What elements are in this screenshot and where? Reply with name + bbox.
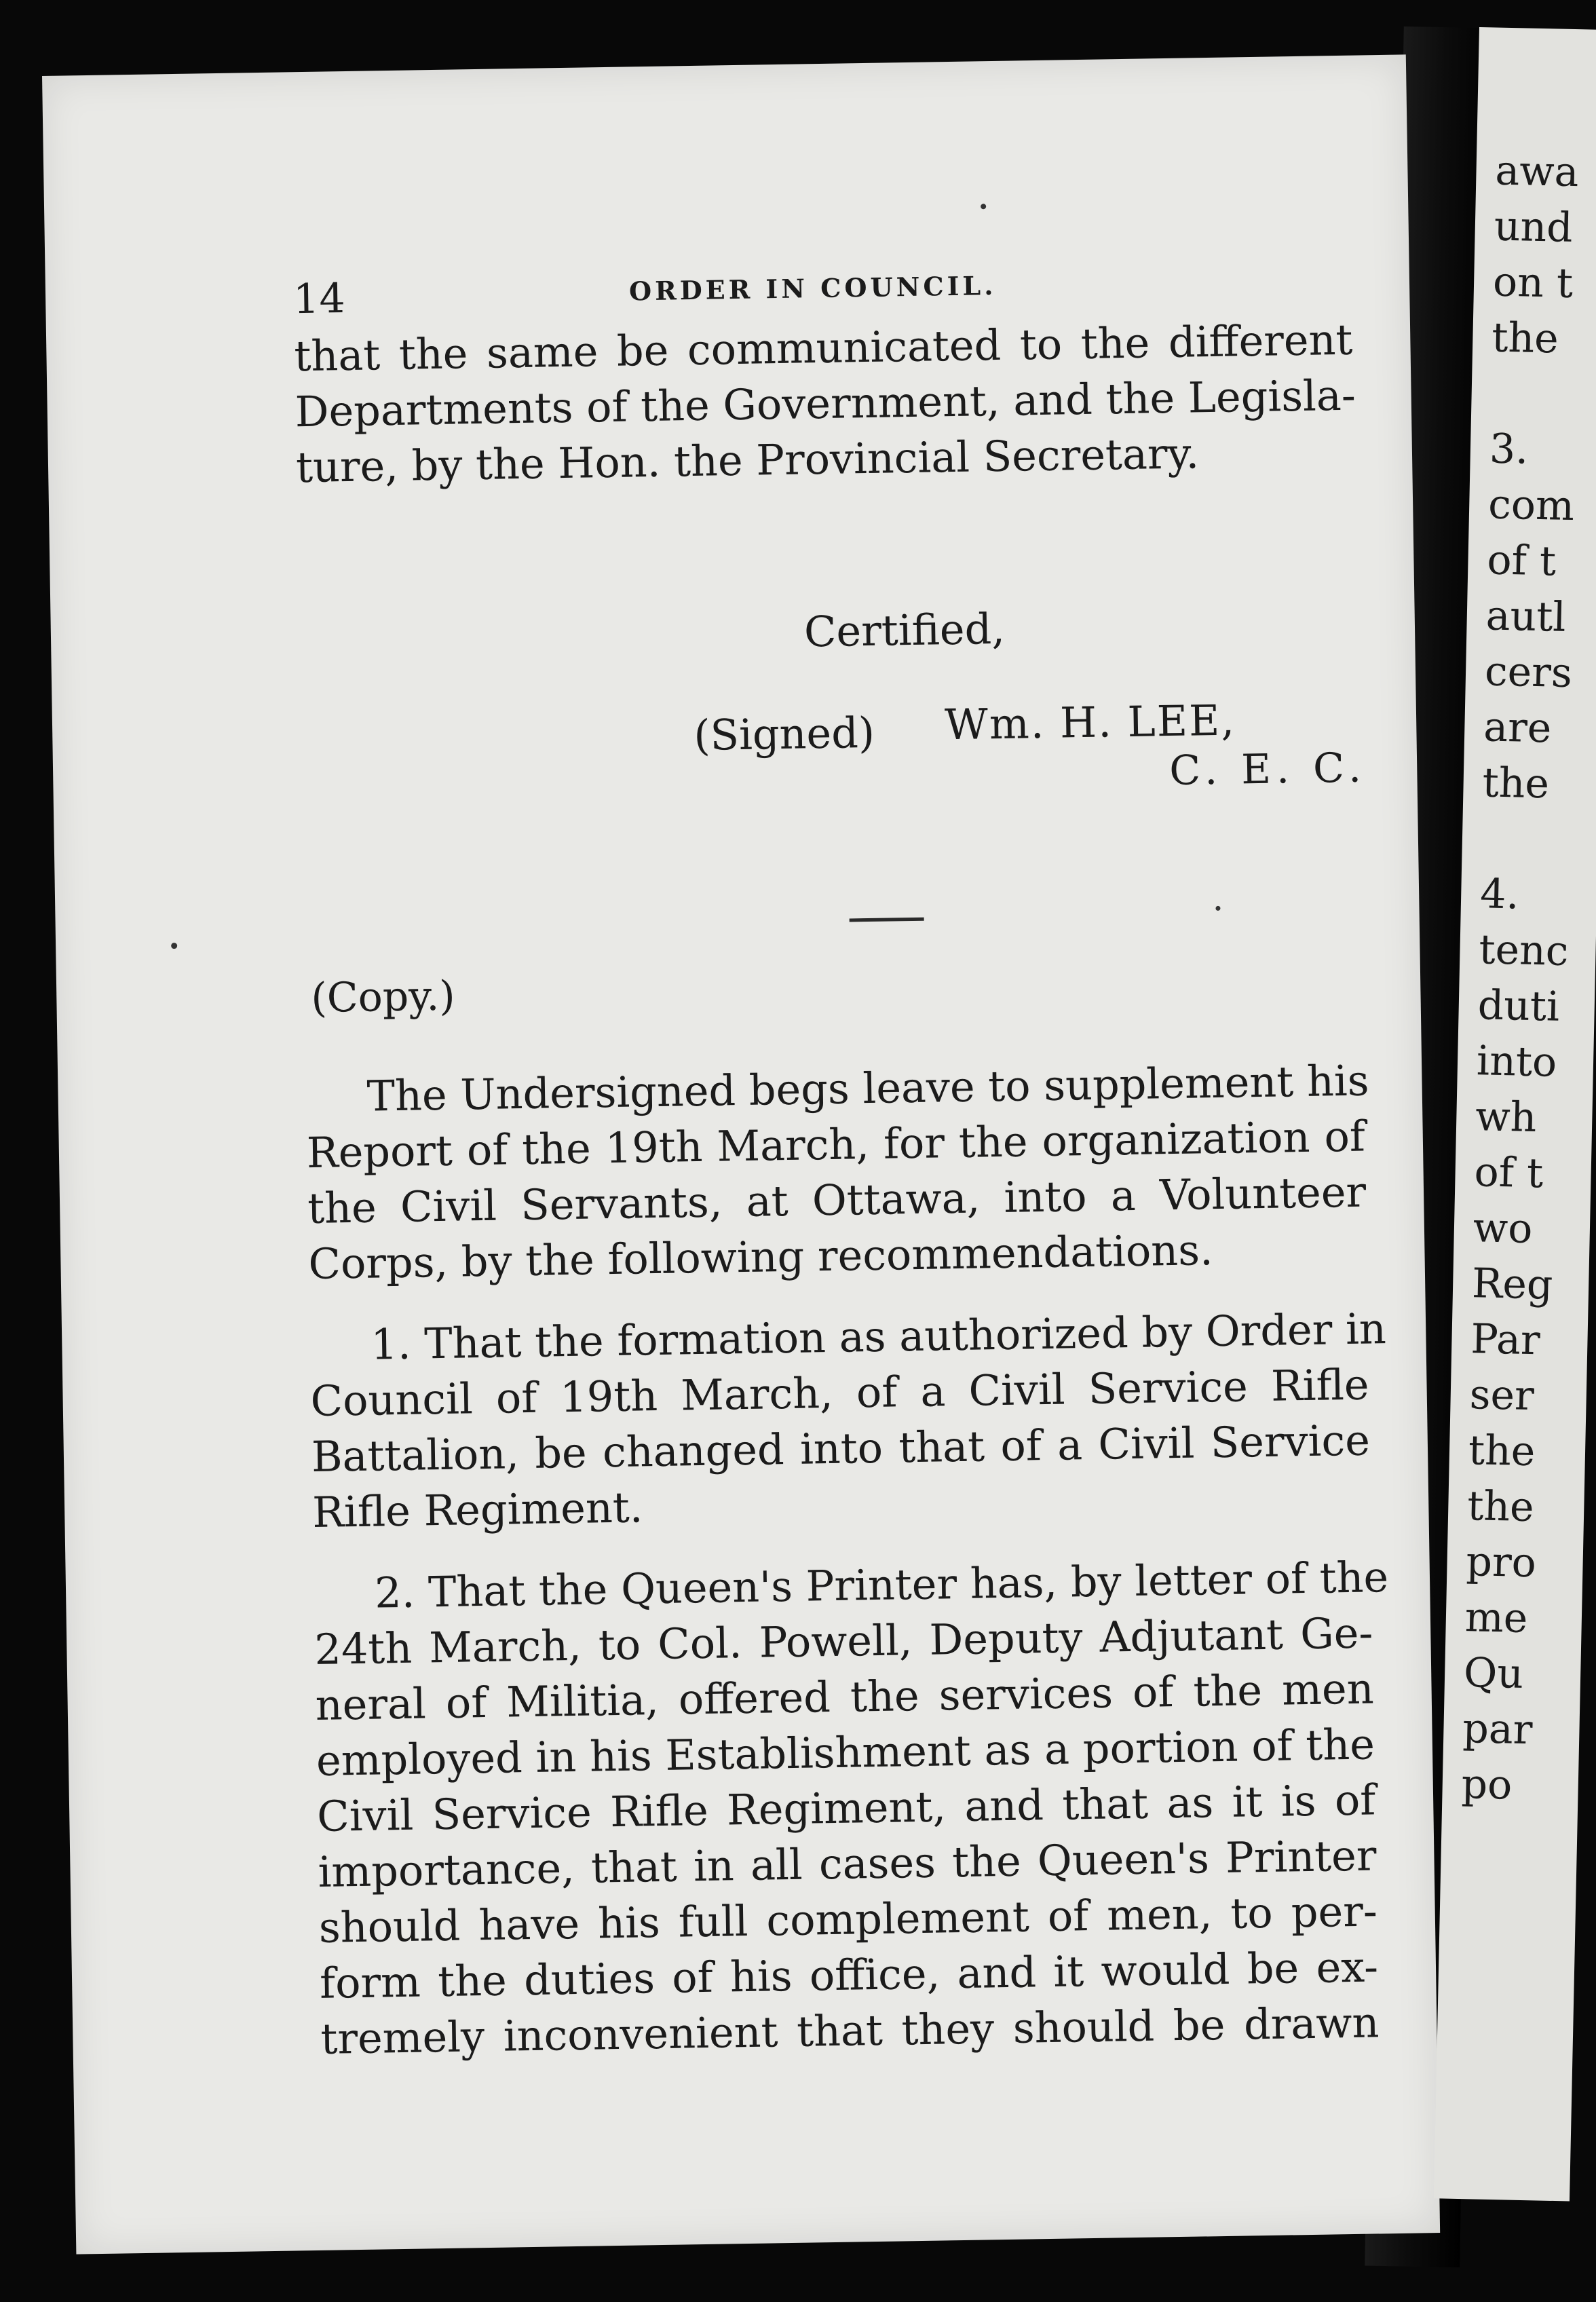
text-line: Departments of the Government, and the Legisla- (294, 370, 1356, 437)
print-speck (1215, 906, 1220, 911)
text-line: importance, that in all cases the Queen's Printer (318, 1830, 1377, 1897)
opening-paragraph (250, 312, 1355, 496)
running-title: ORDER IN COUNCIL. (628, 269, 997, 307)
text-line: employed in his Establishment as a portion of the (316, 1719, 1375, 1786)
right-page-fragment: par (1462, 1705, 1534, 1754)
right-page-fragment: Par (1470, 1315, 1541, 1365)
right-page-gap (1490, 365, 1581, 423)
section-divider (850, 918, 924, 922)
certified-label: Certified, (803, 603, 1006, 657)
right-page-fragment: the (1491, 314, 1559, 363)
right-page-fragment: autl (1485, 592, 1567, 641)
text-line: Battalion, be changed into that of a Civil Service (311, 1415, 1371, 1482)
paragraph-item-2 (269, 1549, 1389, 2067)
text-line: ture, by the Hon. the Provincial Secretary. (295, 428, 1200, 493)
print-speck (171, 943, 177, 949)
text-line: form the duties of his office, and it would be ex- (319, 1942, 1379, 2008)
text-line: 24th March, to Col. Powell, Deputy Adjutant Ge- (314, 1608, 1373, 1674)
right-page-fragment: 3. (1489, 425, 1529, 474)
page-header (248, 245, 1362, 324)
page-number: 14 (292, 275, 346, 324)
right-page-fragment: cers (1484, 647, 1573, 698)
paragraph-item-1 (265, 1302, 1387, 1541)
right-page-fragment: Reg (1471, 1260, 1554, 1309)
right-page-text (1461, 143, 1585, 1814)
text-line: Council of 19th March, of a Civil Service Rifle (310, 1359, 1370, 1427)
right-page-fragment: pro (1465, 1538, 1537, 1587)
right-page-fragment: po (1461, 1760, 1513, 1809)
print-speck (981, 204, 986, 209)
right-page-fragment: of t (1473, 1148, 1544, 1198)
right-page-fragment: duti (1477, 981, 1560, 1031)
text-line: Corps, by the following recommendations. (307, 1225, 1214, 1289)
text-line: should have his full complement of men, to per- (318, 1886, 1378, 1952)
right-page-fragment: the (1481, 759, 1550, 808)
text-line: Report of the 19th March, for the organization of (306, 1111, 1366, 1178)
right-page-fragment: into (1476, 1037, 1557, 1087)
right-page-fragment: the (1466, 1482, 1535, 1532)
paragraph-intro (261, 1053, 1370, 1293)
right-page-fragment: the (1468, 1427, 1536, 1476)
right-page-fragment: awa (1494, 147, 1580, 197)
right-page-fragment: und (1494, 202, 1574, 252)
right-page-fragment: ser (1469, 1371, 1535, 1420)
text-line: neral of Militia, offered the services of the men (315, 1663, 1375, 1730)
signed-label: (Signed) (693, 707, 875, 761)
right-page-fragment: of t (1486, 536, 1557, 586)
text-line: tremely inconvenient that they should be drawn (320, 1997, 1380, 2064)
right-page-fragment: are (1483, 703, 1553, 753)
text-line: The Undersigned begs leave to supplement his (366, 1055, 1370, 1121)
text-line: Civil Service Rifle Regiment, and that as it is of (316, 1775, 1376, 1841)
right-page-fragment: Qu (1463, 1649, 1524, 1698)
right-page-fragment: com (1487, 480, 1575, 531)
text-line: 2. That the Queen's Printer has, by letter of the (374, 1552, 1389, 1618)
right-page-gap (1481, 810, 1572, 868)
signer-name: Wm. H. LEE, (944, 695, 1236, 750)
right-page-fragment: wh (1475, 1093, 1538, 1142)
right-page-fragment: wo (1472, 1204, 1534, 1253)
text-line: 1. That the formation as authorized by Order in (370, 1304, 1387, 1370)
right-page-fragment: me (1464, 1593, 1529, 1642)
right-page-fragment: 4. (1479, 870, 1520, 919)
right-page-fragment: tenc (1478, 926, 1570, 976)
right-page-fragment: on t (1492, 258, 1574, 307)
text-line: the Civil Servants, at Ottawa, into a Volunteer (307, 1167, 1367, 1234)
body-text (261, 1053, 1389, 2094)
left-page (42, 54, 1440, 2254)
text-column (248, 245, 1389, 2064)
text-line: Rifle Regiment. (311, 1482, 644, 1538)
copy-label: (Copy.) (310, 972, 456, 1022)
text-line: that the same be communicated to the different (293, 314, 1353, 381)
signer-title: C. E. C. (1168, 744, 1367, 795)
